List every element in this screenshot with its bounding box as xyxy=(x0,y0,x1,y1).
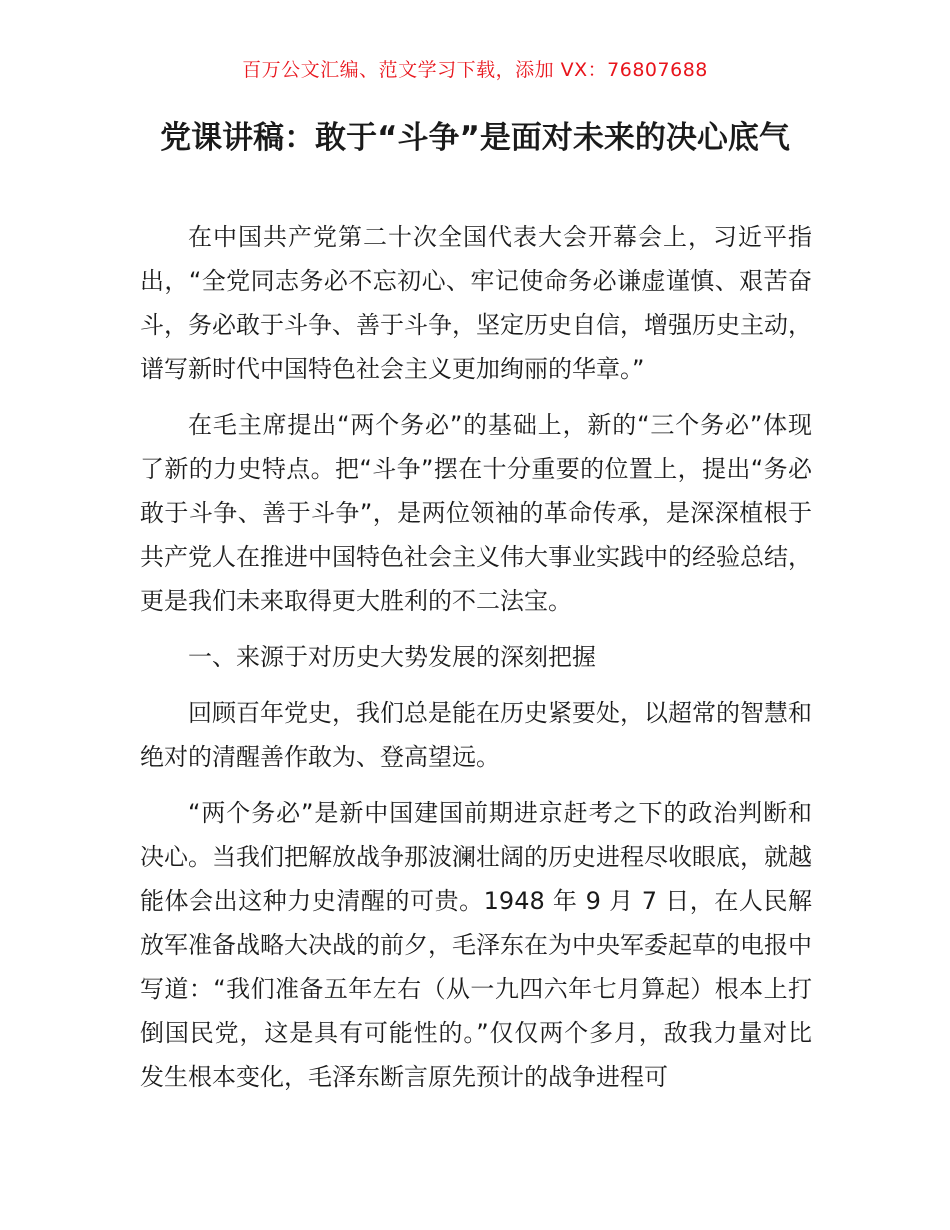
paragraph-intro: 在中国共产党第二十次全国代表大会开幕会上，习近平指出，“全党同志务必不忘初心、牢记使命务必谦虚谨慎、艰苦奋斗，务必敢于斗争、善于斗争，坚定历史自信，增强历史主动，谱写新时代中国特色社会主义更加绚丽的华章。” xyxy=(140,223,812,383)
paragraph-three-musts: 在毛主席提出“两个务必”的基础上，新的“三个务必”体现了新的力史特点。把“斗争”摆在十分重要的位置上，提出“务必敢于斗争、善于斗争”，是两位领袖的革命传承，是深深植根于共产党人在推进中国特色社会主义伟大事业实践中的经验总结，更是我们未来取得更大胜利的不二法宝。 xyxy=(140,411,812,615)
document-body xyxy=(140,215,812,1111)
section-heading-1: 一、来源于对历史大势发展的深刻把握 xyxy=(188,643,596,671)
header-banner: 百万公文汇编、范文学习下载，添加 VX：76807688 xyxy=(242,59,708,81)
document-title: 党课讲稿：敢于“斗争”是面对未来的决心底气 xyxy=(160,120,790,156)
paragraph-two-musts: “两个务必”是新中国建国前期进京赶考之下的政治判断和决心。当我们把解放战争那波澜壮阔的历史进程尽收眼底，就越能体会出这种力史清醒的可贵。1948 年 9 月 7 日，在人民解放军准备战略大决战的前夕，毛泽东在为中央军委起草的电报中写道：“我们准备五年左右（从一九四六年七月算起）根本上打倒国民党，这是具有可能性的。”仅仅两个多月，敌我力量对比发生根本变化，毛泽东断言原先预计的战争进程可 xyxy=(140,799,812,1091)
paragraph-review-history: 回顾百年党史，我们总是能在历史紧要处，以超常的智慧和绝对的清醒善作敢为、登高望远。 xyxy=(140,699,812,771)
